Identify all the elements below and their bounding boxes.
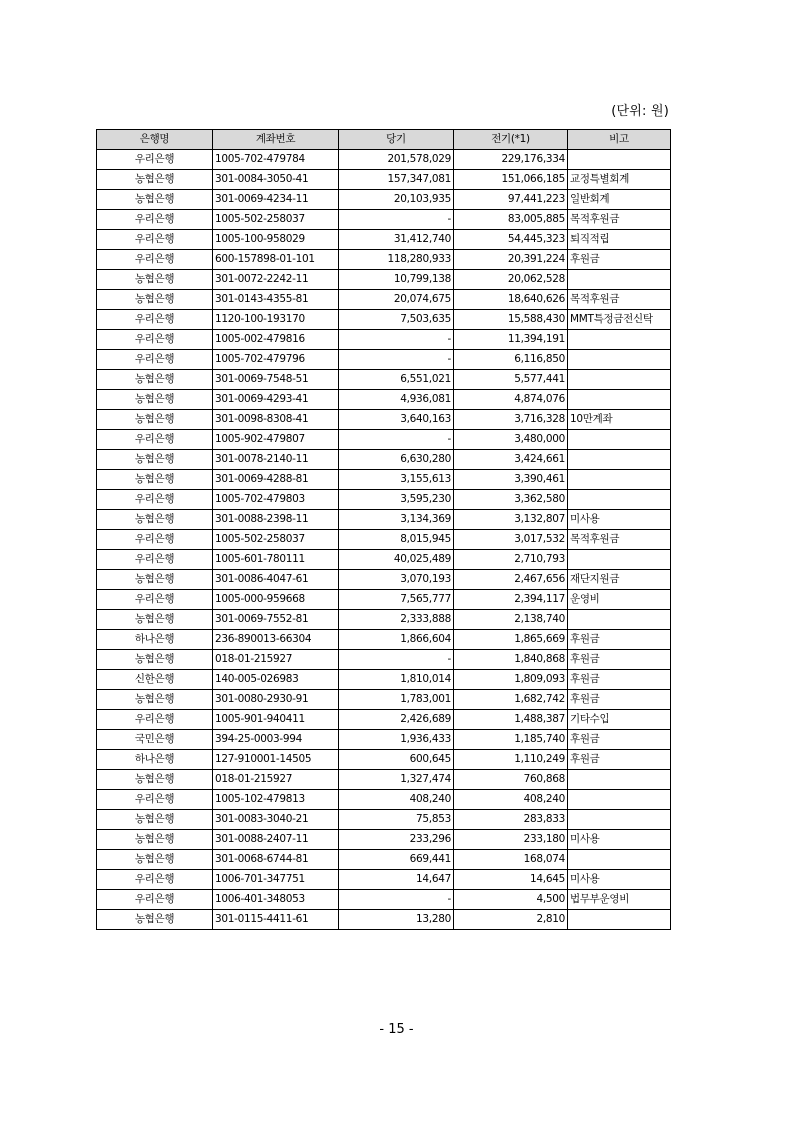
table-row (97, 790, 671, 810)
table-row (97, 710, 671, 730)
table-row (97, 150, 671, 170)
table-row (97, 570, 671, 590)
cell-previous-period: 408,240 (454, 790, 568, 810)
cell-account-number: 301-0098-8308-41 (213, 410, 339, 430)
cell-remarks (568, 330, 671, 350)
cell-previous-period: 4,500 (454, 890, 568, 910)
cell-account-number: 301-0086-4047-61 (213, 570, 339, 590)
cell-remarks: 후원금 (568, 250, 671, 270)
cell-bank-name: 하나은행 (97, 750, 213, 770)
table-row (97, 910, 671, 930)
cell-current-period: 3,134,369 (339, 510, 454, 530)
cell-current-period: 3,155,613 (339, 470, 454, 490)
cell-current-period: 1,810,014 (339, 670, 454, 690)
cell-current-period: 6,630,280 (339, 450, 454, 470)
table-row (97, 870, 671, 890)
table-row (97, 190, 671, 210)
cell-bank-name: 농협은행 (97, 570, 213, 590)
bank-account-table (96, 129, 671, 930)
cell-current-period: 157,347,081 (339, 170, 454, 190)
cell-previous-period: 4,874,076 (454, 390, 568, 410)
cell-remarks: 미사용 (568, 870, 671, 890)
cell-remarks (568, 470, 671, 490)
cell-remarks: 교정특별회계 (568, 170, 671, 190)
cell-bank-name: 우리은행 (97, 530, 213, 550)
cell-account-number: 301-0083-3040-21 (213, 810, 339, 830)
cell-previous-period: 20,062,528 (454, 270, 568, 290)
cell-bank-name: 우리은행 (97, 550, 213, 570)
cell-bank-name: 우리은행 (97, 590, 213, 610)
cell-account-number: 1005-902-479807 (213, 430, 339, 450)
cell-account-number: 018-01-215927 (213, 770, 339, 790)
cell-bank-name: 우리은행 (97, 350, 213, 370)
cell-account-number: 301-0069-7548-51 (213, 370, 339, 390)
cell-previous-period: 760,868 (454, 770, 568, 790)
cell-previous-period: 2,138,740 (454, 610, 568, 630)
cell-account-number: 394-25-0003-994 (213, 730, 339, 750)
cell-previous-period: 1,185,740 (454, 730, 568, 750)
cell-account-number: 018-01-215927 (213, 650, 339, 670)
cell-previous-period: 20,391,224 (454, 250, 568, 270)
cell-account-number: 301-0068-6744-81 (213, 850, 339, 870)
cell-remarks: 후원금 (568, 650, 671, 670)
cell-remarks (568, 910, 671, 930)
cell-bank-name: 농협은행 (97, 830, 213, 850)
header-current-period: 당기 (339, 130, 454, 150)
cell-account-number: 1005-702-479803 (213, 490, 339, 510)
cell-bank-name: 우리은행 (97, 250, 213, 270)
cell-remarks: 후원금 (568, 730, 671, 750)
cell-current-period: 118,280,933 (339, 250, 454, 270)
cell-remarks: 후원금 (568, 750, 671, 770)
cell-account-number: 301-0078-2140-11 (213, 450, 339, 470)
cell-current-period: 40,025,489 (339, 550, 454, 570)
cell-previous-period: 15,588,430 (454, 310, 568, 330)
cell-bank-name: 농협은행 (97, 270, 213, 290)
cell-previous-period: 6,116,850 (454, 350, 568, 370)
cell-previous-period: 229,176,334 (454, 150, 568, 170)
cell-remarks: 법무부운영비 (568, 890, 671, 910)
cell-current-period: 3,640,163 (339, 410, 454, 430)
cell-current-period: 1,783,001 (339, 690, 454, 710)
cell-current-period: - (339, 350, 454, 370)
cell-current-period: 31,412,740 (339, 230, 454, 250)
cell-current-period: 3,595,230 (339, 490, 454, 510)
cell-previous-period: 2,394,117 (454, 590, 568, 610)
table-row (97, 230, 671, 250)
cell-account-number: 140-005-026983 (213, 670, 339, 690)
cell-previous-period: 3,716,328 (454, 410, 568, 430)
cell-account-number: 1005-102-479813 (213, 790, 339, 810)
cell-remarks (568, 610, 671, 630)
cell-bank-name: 농협은행 (97, 170, 213, 190)
table-row (97, 370, 671, 390)
cell-remarks: 미사용 (568, 830, 671, 850)
cell-current-period: 8,015,945 (339, 530, 454, 550)
cell-bank-name: 농협은행 (97, 690, 213, 710)
cell-current-period: 75,853 (339, 810, 454, 830)
cell-account-number: 1005-702-479796 (213, 350, 339, 370)
cell-bank-name: 농협은행 (97, 390, 213, 410)
cell-previous-period: 2,810 (454, 910, 568, 930)
cell-account-number: 236-890013-66304 (213, 630, 339, 650)
cell-current-period: 7,565,777 (339, 590, 454, 610)
cell-previous-period: 233,180 (454, 830, 568, 850)
cell-bank-name: 농협은행 (97, 610, 213, 630)
cell-current-period: 6,551,021 (339, 370, 454, 390)
table-row (97, 390, 671, 410)
cell-account-number: 1005-000-959668 (213, 590, 339, 610)
cell-previous-period: 3,017,532 (454, 530, 568, 550)
cell-account-number: 301-0069-4293-41 (213, 390, 339, 410)
table-row (97, 330, 671, 350)
cell-previous-period: 3,132,807 (454, 510, 568, 530)
cell-bank-name: 농협은행 (97, 850, 213, 870)
cell-previous-period: 1,682,742 (454, 690, 568, 710)
table-row (97, 830, 671, 850)
cell-current-period: - (339, 430, 454, 450)
cell-previous-period: 14,645 (454, 870, 568, 890)
cell-bank-name: 우리은행 (97, 310, 213, 330)
cell-current-period: - (339, 210, 454, 230)
cell-remarks: 후원금 (568, 670, 671, 690)
cell-current-period: 2,426,689 (339, 710, 454, 730)
cell-bank-name: 우리은행 (97, 330, 213, 350)
table-row (97, 750, 671, 770)
cell-bank-name: 우리은행 (97, 490, 213, 510)
table-row (97, 430, 671, 450)
cell-previous-period: 1,809,093 (454, 670, 568, 690)
cell-previous-period: 3,362,580 (454, 490, 568, 510)
cell-account-number: 1005-601-780111 (213, 550, 339, 570)
cell-account-number: 301-0143-4355-81 (213, 290, 339, 310)
cell-previous-period: 18,640,626 (454, 290, 568, 310)
cell-remarks: 미사용 (568, 510, 671, 530)
cell-remarks: 10만계좌 (568, 410, 671, 430)
cell-bank-name: 우리은행 (97, 790, 213, 810)
cell-account-number: 1005-502-258037 (213, 530, 339, 550)
cell-remarks (568, 270, 671, 290)
cell-current-period: 4,936,081 (339, 390, 454, 410)
cell-previous-period: 1,110,249 (454, 750, 568, 770)
cell-current-period: 10,799,138 (339, 270, 454, 290)
cell-previous-period: 2,710,793 (454, 550, 568, 570)
table-row (97, 350, 671, 370)
cell-current-period: - (339, 890, 454, 910)
cell-bank-name: 우리은행 (97, 430, 213, 450)
cell-current-period: 408,240 (339, 790, 454, 810)
table-row (97, 510, 671, 530)
cell-previous-period: 2,467,656 (454, 570, 568, 590)
cell-bank-name: 농협은행 (97, 450, 213, 470)
cell-current-period: 14,647 (339, 870, 454, 890)
table-row (97, 550, 671, 570)
cell-bank-name: 농협은행 (97, 650, 213, 670)
table-header-row (97, 130, 671, 150)
table-row (97, 770, 671, 790)
cell-account-number: 1006-701-347751 (213, 870, 339, 890)
cell-current-period: 20,103,935 (339, 190, 454, 210)
cell-current-period: 20,074,675 (339, 290, 454, 310)
cell-remarks (568, 450, 671, 470)
cell-remarks: 퇴직적립 (568, 230, 671, 250)
cell-remarks: 후원금 (568, 630, 671, 650)
cell-bank-name: 우리은행 (97, 890, 213, 910)
table-row (97, 690, 671, 710)
cell-previous-period: 3,424,661 (454, 450, 568, 470)
table-body (97, 150, 671, 930)
cell-current-period: 3,070,193 (339, 570, 454, 590)
cell-bank-name: 농협은행 (97, 470, 213, 490)
cell-remarks: 기타수입 (568, 710, 671, 730)
cell-bank-name: 우리은행 (97, 210, 213, 230)
table-row (97, 250, 671, 270)
cell-bank-name: 농협은행 (97, 370, 213, 390)
cell-remarks: 운영비 (568, 590, 671, 610)
cell-remarks: 목적후원금 (568, 290, 671, 310)
cell-current-period: 600,645 (339, 750, 454, 770)
cell-bank-name: 농협은행 (97, 810, 213, 830)
cell-remarks (568, 550, 671, 570)
table-row (97, 170, 671, 190)
cell-current-period: 201,578,029 (339, 150, 454, 170)
cell-current-period: 669,441 (339, 850, 454, 870)
cell-remarks: MMT특정금전신탁 (568, 310, 671, 330)
cell-bank-name: 국민은행 (97, 730, 213, 750)
cell-remarks: 일반회계 (568, 190, 671, 210)
cell-previous-period: 1,488,387 (454, 710, 568, 730)
cell-bank-name: 농협은행 (97, 910, 213, 930)
cell-account-number: 127-910001-14505 (213, 750, 339, 770)
table-row (97, 470, 671, 490)
cell-previous-period: 97,441,223 (454, 190, 568, 210)
table-row (97, 310, 671, 330)
cell-account-number: 301-0080-2930-91 (213, 690, 339, 710)
cell-bank-name: 농협은행 (97, 410, 213, 430)
cell-remarks (568, 430, 671, 450)
header-bank-name: 은행명 (97, 130, 213, 150)
cell-account-number: 301-0069-4234-11 (213, 190, 339, 210)
cell-account-number: 1005-100-958029 (213, 230, 339, 250)
cell-current-period: - (339, 650, 454, 670)
table-row (97, 270, 671, 290)
cell-remarks (568, 790, 671, 810)
cell-current-period: 1,327,474 (339, 770, 454, 790)
table-row (97, 670, 671, 690)
table-row (97, 810, 671, 830)
cell-bank-name: 신한은행 (97, 670, 213, 690)
table-row (97, 490, 671, 510)
cell-current-period: 1,866,604 (339, 630, 454, 650)
cell-account-number: 1005-901-940411 (213, 710, 339, 730)
cell-remarks (568, 390, 671, 410)
table-row (97, 530, 671, 550)
header-account-number: 계좌번호 (213, 130, 339, 150)
table-row (97, 730, 671, 750)
cell-current-period: 7,503,635 (339, 310, 454, 330)
cell-account-number: 301-0069-4288-81 (213, 470, 339, 490)
cell-previous-period: 3,480,000 (454, 430, 568, 450)
cell-current-period: 13,280 (339, 910, 454, 930)
header-previous-period: 전기(*1) (454, 130, 568, 150)
table-row (97, 850, 671, 870)
cell-previous-period: 83,005,885 (454, 210, 568, 230)
cell-previous-period: 1,865,669 (454, 630, 568, 650)
cell-remarks: 목적후원금 (568, 210, 671, 230)
table-row (97, 650, 671, 670)
cell-previous-period: 1,840,868 (454, 650, 568, 670)
cell-bank-name: 농협은행 (97, 190, 213, 210)
cell-remarks: 목적후원금 (568, 530, 671, 550)
cell-previous-period: 151,066,185 (454, 170, 568, 190)
table-row (97, 450, 671, 470)
cell-account-number: 1005-002-479816 (213, 330, 339, 350)
page-number: - 15 - (379, 1022, 414, 1037)
table-row (97, 210, 671, 230)
cell-remarks: 재단지원금 (568, 570, 671, 590)
cell-remarks (568, 850, 671, 870)
cell-bank-name: 하나은행 (97, 630, 213, 650)
table-row (97, 630, 671, 650)
cell-account-number: 600-157898-01-101 (213, 250, 339, 270)
cell-previous-period: 54,445,323 (454, 230, 568, 250)
cell-account-number: 1120-100-193170 (213, 310, 339, 330)
cell-account-number: 301-0084-3050-41 (213, 170, 339, 190)
table-row (97, 890, 671, 910)
cell-current-period: - (339, 330, 454, 350)
cell-current-period: 1,936,433 (339, 730, 454, 750)
cell-remarks (568, 810, 671, 830)
cell-account-number: 301-0072-2242-11 (213, 270, 339, 290)
cell-remarks (568, 150, 671, 170)
cell-bank-name: 농협은행 (97, 290, 213, 310)
cell-remarks (568, 350, 671, 370)
cell-previous-period: 5,577,441 (454, 370, 568, 390)
cell-account-number: 1005-502-258037 (213, 210, 339, 230)
cell-remarks (568, 490, 671, 510)
cell-bank-name: 농협은행 (97, 770, 213, 790)
cell-account-number: 301-0069-7552-81 (213, 610, 339, 630)
table-row (97, 590, 671, 610)
cell-current-period: 233,296 (339, 830, 454, 850)
cell-current-period: 2,333,888 (339, 610, 454, 630)
cell-bank-name: 우리은행 (97, 230, 213, 250)
cell-bank-name: 농협은행 (97, 510, 213, 530)
cell-account-number: 1005-702-479784 (213, 150, 339, 170)
table-row (97, 610, 671, 630)
cell-remarks (568, 370, 671, 390)
cell-account-number: 1006-401-348053 (213, 890, 339, 910)
unit-note: (단위: 원) (611, 104, 669, 119)
cell-remarks: 후원금 (568, 690, 671, 710)
cell-previous-period: 168,074 (454, 850, 568, 870)
cell-account-number: 301-0115-4411-61 (213, 910, 339, 930)
cell-account-number: 301-0088-2407-11 (213, 830, 339, 850)
cell-previous-period: 283,833 (454, 810, 568, 830)
cell-bank-name: 우리은행 (97, 870, 213, 890)
cell-bank-name: 우리은행 (97, 710, 213, 730)
cell-remarks (568, 770, 671, 790)
cell-previous-period: 3,390,461 (454, 470, 568, 490)
cell-account-number: 301-0088-2398-11 (213, 510, 339, 530)
cell-bank-name: 우리은행 (97, 150, 213, 170)
header-remarks: 비고 (568, 130, 671, 150)
table-row (97, 290, 671, 310)
table-row (97, 410, 671, 430)
cell-previous-period: 11,394,191 (454, 330, 568, 350)
